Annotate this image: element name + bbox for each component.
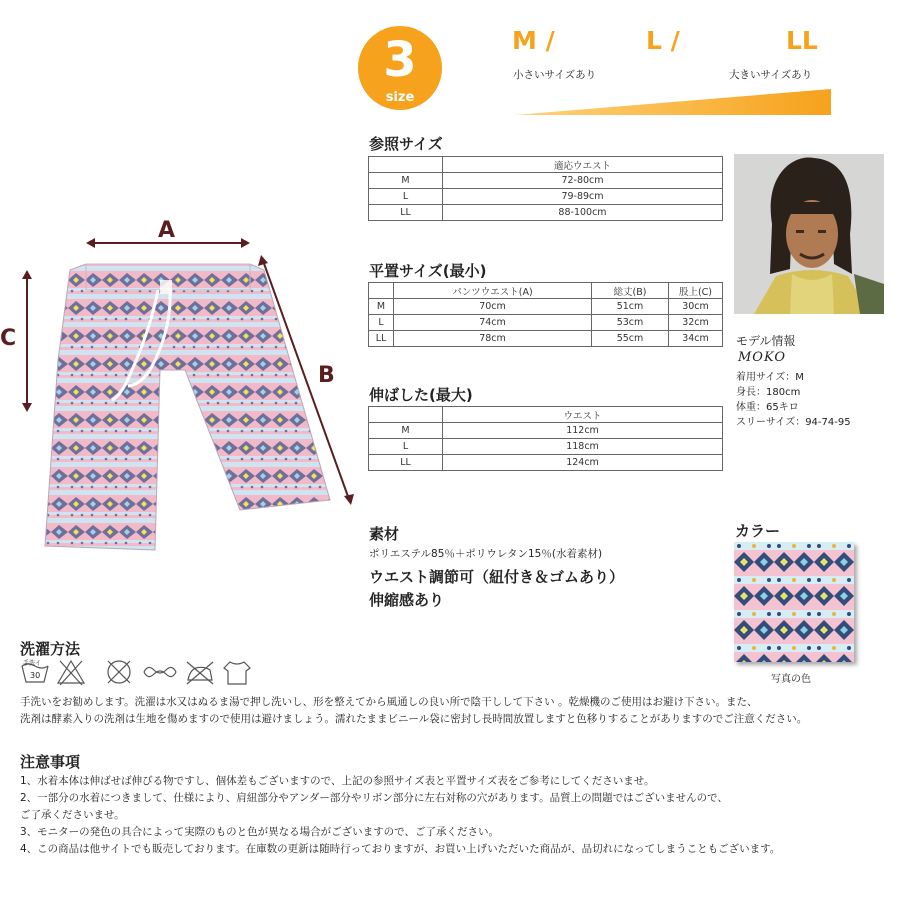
no-tumble-dry-icon bbox=[104, 658, 134, 690]
table-row bbox=[369, 423, 723, 439]
table-cell: 124cm bbox=[443, 455, 723, 471]
size-badge bbox=[358, 26, 442, 110]
notes-title: 注意事項 bbox=[20, 753, 81, 771]
table-cell: M bbox=[369, 423, 443, 439]
table-cell: LL bbox=[369, 331, 394, 347]
model-portrait-illustration bbox=[734, 154, 884, 314]
table-cell: L bbox=[369, 315, 394, 331]
note-line-4: 3、モニターの発色の具合によって実際のものと色が異なる場合がございますので、ご了承ください。 bbox=[20, 826, 499, 838]
table-cell: L bbox=[369, 439, 443, 455]
stretched-size-title: 伸ばした(最大) bbox=[369, 386, 473, 404]
table-header-cell: 総丈(B) bbox=[592, 283, 669, 299]
table-cell: 53cm bbox=[592, 315, 669, 331]
size-label-m: M / bbox=[512, 26, 555, 55]
table-row bbox=[369, 315, 723, 331]
table-cell: 112cm bbox=[443, 423, 723, 439]
shade-dry-icon bbox=[222, 658, 252, 690]
table-header-cell: ウエスト bbox=[443, 407, 723, 423]
table-cell: M bbox=[369, 173, 443, 189]
table-cell: 118cm bbox=[443, 439, 723, 455]
table-cell: 32cm bbox=[669, 315, 723, 331]
dimension-label-b: B bbox=[318, 363, 335, 388]
size-label-l: L / bbox=[646, 26, 680, 55]
size-label-ll: LL bbox=[786, 26, 818, 55]
material-title: 素材 bbox=[369, 525, 400, 543]
material-feature-adjustable: ウエスト調節可（紐付き＆ゴムあり） bbox=[369, 568, 625, 586]
color-title: カラー bbox=[735, 522, 781, 540]
note-line-2: 2、一部分の水着につきまして、仕様により、肩紐部分やアンダー部分やリボン部分に左右対称の穴があります。品質上の問題ではございませんので、 bbox=[20, 792, 728, 804]
table-header-row bbox=[369, 283, 723, 299]
table-cell: 70cm bbox=[394, 299, 592, 315]
size-badge-number: 3 bbox=[383, 32, 417, 88]
table-cell: L bbox=[369, 189, 443, 205]
reference-size-table bbox=[368, 156, 723, 221]
table-header-row bbox=[369, 157, 723, 173]
table-row bbox=[369, 173, 723, 189]
color-pattern-swatch bbox=[734, 542, 854, 662]
table-header-row bbox=[369, 407, 723, 423]
washing-instructions-line2: 洗剤は酵素入りの洗剤は生地を傷めますので使用は避けましょう。濡れたままビニール袋に密封し長時間放置しますと色移りすることがありますのでご注意ください。 bbox=[20, 713, 808, 725]
no-bleach-icon bbox=[56, 658, 86, 690]
table-row bbox=[369, 439, 723, 455]
washing-title: 洗濯方法 bbox=[20, 640, 81, 658]
table-cell: 30cm bbox=[669, 299, 723, 315]
table-header-cell bbox=[369, 407, 443, 423]
model-name: MOKO bbox=[738, 350, 786, 365]
hand-wash-temp: 30 bbox=[30, 671, 41, 680]
color-caption: 写真の色 bbox=[771, 674, 811, 685]
table-row bbox=[369, 331, 723, 347]
table-cell: LL bbox=[369, 205, 443, 221]
table-cell: 78cm bbox=[394, 331, 592, 347]
material-feature-stretch: 伸縮感あり bbox=[369, 591, 445, 609]
note-line-1: 1、水着本体は伸ばせば伸びる物ですし、個体差もございますので、上記の参照サイズ表と平置サイズ表をご参考にしてくださいませ。 bbox=[20, 775, 655, 787]
color-swatch bbox=[734, 542, 854, 662]
note-line-5: 4、この商品は他サイトでも販売しております。在庫数の更新は随時行っておりますが、お買い上げいただいた商品が、品切れになってしまうこともございます。 bbox=[20, 843, 781, 855]
table-header-cell: パンツウエスト(A) bbox=[394, 283, 592, 299]
table-cell: 51cm bbox=[592, 299, 669, 315]
dimension-label-a: A bbox=[158, 218, 176, 243]
table-cell: 79-89cm bbox=[443, 189, 723, 205]
table-cell: 72-80cm bbox=[443, 173, 723, 189]
table-cell: 34cm bbox=[669, 331, 723, 347]
model-detail-size: 着用サイズ：M bbox=[736, 372, 804, 383]
model-info-heading: モデル情報 bbox=[736, 334, 796, 348]
table-header-cell bbox=[369, 157, 443, 173]
flat-size-title: 平置サイズ(最小) bbox=[369, 262, 487, 280]
wring-gently-icon bbox=[142, 660, 178, 688]
table-header-cell bbox=[369, 283, 394, 299]
table-row bbox=[369, 299, 723, 315]
reference-size-title: 参照サイズ bbox=[369, 135, 443, 153]
table-header-cell: 適応ウエスト bbox=[443, 157, 723, 173]
note-line-3: ご了承くださいませ。 bbox=[20, 809, 125, 821]
model-detail-weight: 体重：65キロ bbox=[736, 402, 799, 413]
no-iron-icon bbox=[184, 658, 216, 690]
material-composition: ポリエステル85％＋ポリウレタン15％(水着素材) bbox=[369, 548, 603, 560]
small-size-note: 小さいサイズあり bbox=[513, 69, 597, 81]
dimension-label-c: C bbox=[0, 326, 17, 351]
size-scale-wedge bbox=[515, 87, 831, 117]
table-cell: 55cm bbox=[592, 331, 669, 347]
table-row bbox=[369, 205, 723, 221]
size-badge-unit: size bbox=[385, 90, 415, 105]
model-detail-measurements: スリーサイズ：94-74-95 bbox=[736, 417, 851, 428]
model-photo bbox=[734, 154, 884, 314]
table-cell: LL bbox=[369, 455, 443, 471]
shorts-product-image bbox=[0, 210, 362, 560]
table-row bbox=[369, 189, 723, 205]
table-row bbox=[369, 455, 723, 471]
flat-size-table bbox=[368, 282, 723, 347]
hand-wash-30-icon bbox=[20, 658, 50, 686]
table-cell: 88-100cm bbox=[443, 205, 723, 221]
table-cell: 74cm bbox=[394, 315, 592, 331]
table-header-cell: 股上(C) bbox=[669, 283, 723, 299]
stretched-size-table bbox=[368, 406, 723, 471]
large-size-note: 大きいサイズあり bbox=[729, 69, 813, 81]
table-cell: M bbox=[369, 299, 394, 315]
model-detail-height: 身長：180cm bbox=[736, 387, 801, 398]
hand-wash-label: 手洗イ bbox=[23, 660, 42, 667]
washing-instructions-line1: 手洗いをお勧めします。洗濯は水又はぬるま湯で押し洗いし、形を整えてから風通しの良い所で陰干しして下さい 。乾燥機のご使用はお避け下さい。また、 bbox=[20, 696, 758, 708]
